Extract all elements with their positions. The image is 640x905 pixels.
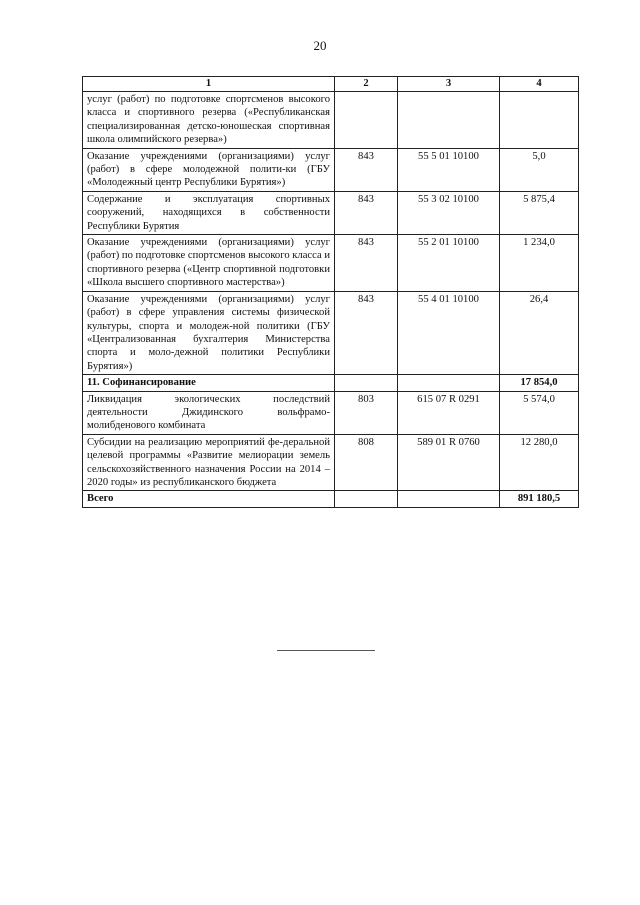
row-code: 843 (335, 191, 398, 234)
row-amount: 12 280,0 (500, 434, 579, 491)
row-code (335, 375, 398, 391)
row-classification (398, 491, 500, 507)
row-description: Субсидии на реализацию мероприятий фе-деральной целевой программы «Развитие мелиорации земель сельскохозяйственного назначения России на 2014 – 2020 годы» из республиканского бюджета (83, 434, 335, 491)
row-code (335, 92, 398, 149)
table-row (83, 92, 579, 149)
column-header-3: 3 (398, 77, 500, 92)
table-header-row (83, 77, 579, 92)
section-title: 11. Софинансирование (83, 375, 335, 391)
row-classification: 615 07 R 0291 (398, 391, 500, 434)
row-amount: 1 234,0 (500, 235, 579, 292)
row-amount: 5 574,0 (500, 391, 579, 434)
row-description: Оказание учреждениями (организациями) услуг (работ) в сфере управления системы физической культуры, спорта и молодеж-ной политики (ГБУ «Централизованная бухгалтерия Министерства спорта и моло-дежной политики Республики Бурятия») (83, 291, 335, 374)
table-row (83, 291, 579, 374)
total-amount: 891 180,5 (500, 491, 579, 507)
total-row (83, 491, 579, 507)
section-row (83, 375, 579, 391)
page-number: 20 (313, 38, 327, 53)
row-description: Ликвидация экологических последствий деятельности Джидинского вольфрамо-молибденового комбината (83, 391, 335, 434)
row-code: 803 (335, 391, 398, 434)
row-classification: 55 3 02 10100 (398, 191, 500, 234)
row-code (335, 491, 398, 507)
row-amount: 5 875,4 (500, 191, 579, 234)
column-header-2: 2 (335, 77, 398, 92)
table-row (83, 434, 579, 491)
table-row (83, 235, 579, 292)
section-amount: 17 854,0 (500, 375, 579, 391)
column-header-1: 1 (83, 77, 335, 92)
row-description: Оказание учреждениями (организациями) услуг (работ) по подготовке спортсменов высокого класса и спортивного резерва («Центр спортивной подготовки «Школа высшего спортивного мастерства») (83, 235, 335, 292)
row-description: Оказание учреждениями (организациями) услуг (работ) в сфере молодежной полити-ки (ГБУ «Молодежный центр Республики Бурятия») (83, 148, 335, 191)
row-amount: 5,0 (500, 148, 579, 191)
row-amount: 26,4 (500, 291, 579, 374)
row-classification: 55 5 01 10100 (398, 148, 500, 191)
row-code: 843 (335, 235, 398, 292)
total-label: Всего (83, 491, 335, 507)
budget-table (82, 76, 579, 508)
table-row (83, 391, 579, 434)
row-classification: 589 01 R 0760 (398, 434, 500, 491)
row-code: 808 (335, 434, 398, 491)
row-amount (500, 92, 579, 149)
table-row (83, 191, 579, 234)
row-classification: 55 4 01 10100 (398, 291, 500, 374)
column-header-4: 4 (500, 77, 579, 92)
row-classification (398, 92, 500, 149)
row-code: 843 (335, 291, 398, 374)
row-description: Содержание и эксплуатация спортивных сооружений, находящихся в собственности Республики Бурятия (83, 191, 335, 234)
row-code: 843 (335, 148, 398, 191)
row-classification: 55 2 01 10100 (398, 235, 500, 292)
row-classification (398, 375, 500, 391)
table-row (83, 148, 579, 191)
end-divider (277, 650, 375, 651)
row-description: услуг (работ) по подготовке спортсменов высокого класса и спортивного резерва («Республиканская специализированная детско-юношеская спортивная школа олимпийского резерва») (83, 92, 335, 149)
